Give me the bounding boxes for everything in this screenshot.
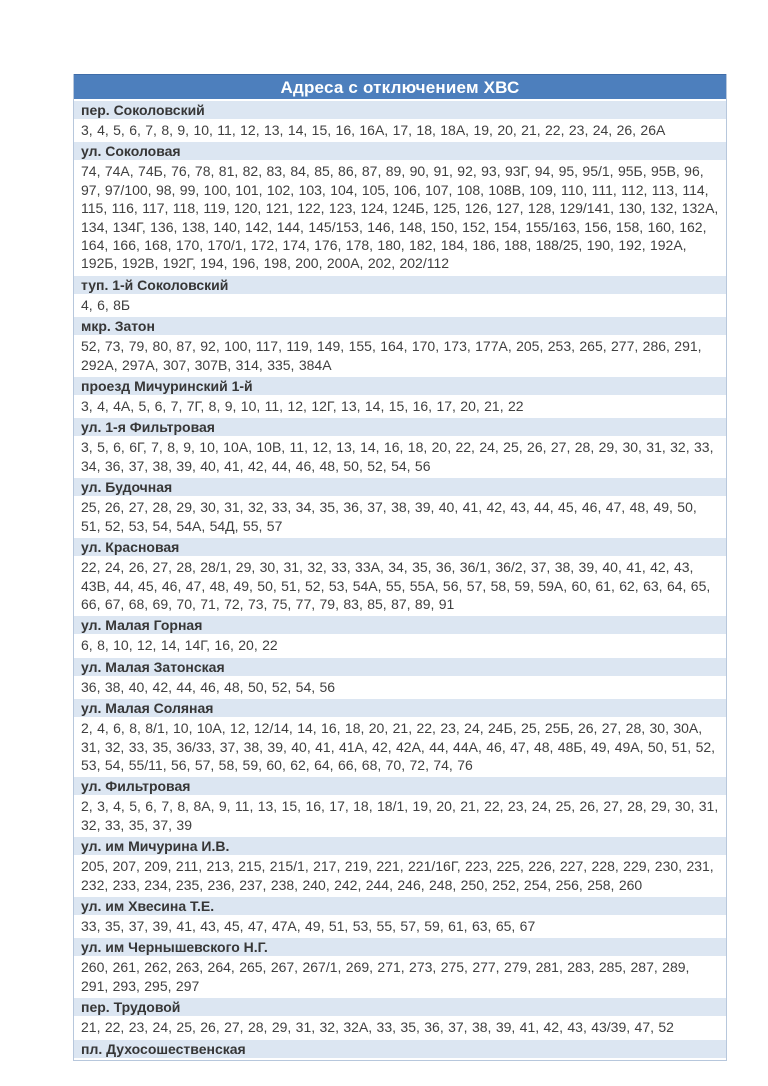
- outage-table: [73, 74, 727, 1061]
- street-name-row: ул. Будочная: [74, 478, 726, 498]
- house-numbers-row: 21, 22, 23, 24, 25, 26, 27, 28, 29, 31, 32, 32А, 33, 35, 36, 37, 38, 39, 41, 42, 43, 43/39, 47, 52: [74, 1018, 726, 1039]
- street-name-row: ул. Фильтровая: [74, 777, 726, 797]
- street-name-row: пл. Духосошественская: [74, 1040, 726, 1060]
- house-numbers-row: 22, 24, 26, 27, 28, 28/1, 29, 30, 31, 32, 33, 33А, 34, 35, 36, 36/1, 36/2, 37, 38, 39, 40, 41, 42, 43, 43В, 44, 45, 46, 47, 48, 49, 50, 51, 52, 53, 54А, 55, 55А, 56, 57, 58, 59, 59А, 60, 61, 62, 63, 64, 65, 66, 67, 68, 69, 70, 71, 72, 73, 75, 77, 79, 83, 85, 87, 89, 91: [74, 558, 726, 616]
- house-numbers-row: 3, 4, 4А, 5, 6, 7, 7Г, 8, 9, 10, 11, 12, 12Г, 13, 14, 15, 16, 17, 20, 21, 22: [74, 397, 726, 418]
- street-name-row: ул. Красновая: [74, 538, 726, 558]
- street-name-row: ул. Малая Соляная: [74, 699, 726, 719]
- street-name-row: ул. 1-я Фильтровая: [74, 418, 726, 438]
- street-name-row: ул. Малая Горная: [74, 616, 726, 636]
- street-name-row: ул. им Мичурина И.В.: [74, 837, 726, 857]
- street-name-row: ул. им Чернышевского Н.Г.: [74, 938, 726, 958]
- table-title: Адреса с отключением ХВС: [74, 74, 726, 101]
- house-numbers-row: 260, 261, 262, 263, 264, 265, 267, 267/1, 269, 271, 273, 275, 277, 279, 281, 283, 285, 287, 289, 291, 293, 295, 297: [74, 958, 726, 998]
- house-numbers-row: 2, 4, 6, 8, 8/1, 10, 10А, 12, 12/14, 14, 16, 18, 20, 21, 22, 23, 24, 24Б, 25, 25Б, 26, 27, 28, 30, 30А, 31, 32, 33, 35, 36/33, 37, 38, 39, 40, 41, 41А, 42, 42А, 44, 44А, 46, 47, 48, 48Б, 49, 49А, 50, 51, 52, 53, 54, 55/11, 56, 57, 58, 59, 60, 62, 64, 66, 68, 70, 72, 74, 76: [74, 719, 726, 777]
- house-numbers-row: 33, 35, 37, 39, 41, 43, 45, 47, 47А, 49, 51, 53, 55, 57, 59, 61, 63, 65, 67: [74, 917, 726, 938]
- house-numbers-row: 36, 38, 40, 42, 44, 46, 48, 50, 52, 54, 56: [74, 678, 726, 699]
- house-numbers-row: 205, 207, 209, 211, 213, 215, 215/1, 217, 219, 221, 221/16Г, 223, 225, 226, 227, 228, 229, 230, 231, 232, 233, 234, 235, 236, 237, 238, 240, 242, 244, 246, 248, 250, 252, 254, 256, 258, 260: [74, 857, 726, 897]
- house-numbers-row: 6, 8, 10, 12, 14, 14Г, 16, 20, 22: [74, 636, 726, 657]
- house-numbers-row: 25, 26, 27, 28, 29, 30, 31, 32, 33, 34, 35, 36, 37, 38, 39, 40, 41, 42, 43, 44, 45, 46, 47, 48, 49, 50, 51, 52, 53, 54, 54А, 54Д, 55, 57: [74, 498, 726, 538]
- street-name-row: пер. Трудовой: [74, 998, 726, 1018]
- table-body: [74, 101, 726, 1060]
- street-name-row: проезд Мичуринский 1-й: [74, 377, 726, 397]
- street-name-row: ул. Малая Затонская: [74, 658, 726, 678]
- street-name-row: ул. им Хвесина Т.Е.: [74, 897, 726, 917]
- house-numbers-row: 2, 3, 4, 5, 6, 7, 8, 8А, 9, 11, 13, 15, 16, 17, 18, 18/1, 19, 20, 21, 22, 23, 24, 25, 26, 27, 28, 29, 30, 31, 32, 33, 35, 37, 39: [74, 797, 726, 837]
- house-numbers-row: 74, 74А, 74Б, 76, 78, 81, 82, 83, 84, 85, 86, 87, 89, 90, 91, 92, 93, 93Г, 94, 95, 95/1, 95Б, 95В, 96, 97, 97/100, 98, 99, 100, 101, 102, 103, 104, 105, 106, 107, 108, 108В, 109, 110, 111, 112, 113, 114, 115, 116, 117, 118, 119, 120, 121, 122, 123, 124, 124Б, 125, 126, 127, 128, 129/141, 130, 132, 132А, 134, 134Г, 136, 138, 140, 142, 144, 145/153, 146, 148, 150, 152, 154, 155/163, 156, 158, 160, 162, 164, 166, 168, 170, 170/1, 172, 174, 176, 178, 180, 182, 184, 186, 188, 188/25, 190, 192, 192А, 192Б, 192В, 192Г, 194, 196, 198, 200, 200А, 202, 202/112: [74, 162, 726, 275]
- house-numbers-row: 4, 6, 8Б: [74, 296, 726, 317]
- street-name-row: туп. 1-й Соколовский: [74, 276, 726, 296]
- street-name-row: ул. Соколовая: [74, 142, 726, 162]
- house-numbers-row: 3, 4, 5, 6, 7, 8, 9, 10, 11, 12, 13, 14, 15, 16, 16А, 17, 18, 18А, 19, 20, 21, 22, 23, 24, 26, 26А: [74, 121, 726, 142]
- house-numbers-row: 3, 5, 6, 6Г, 7, 8, 9, 10, 10А, 10В, 11, 12, 13, 14, 16, 18, 20, 22, 24, 25, 26, 27, 28, 29, 30, 31, 32, 33, 34, 36, 37, 38, 39, 40, 41, 42, 44, 46, 48, 50, 52, 54, 56: [74, 438, 726, 478]
- street-name-row: пер. Соколовский: [74, 101, 726, 121]
- house-numbers-row: 52, 73, 79, 80, 87, 92, 100, 117, 119, 149, 155, 164, 170, 173, 177А, 205, 253, 265, 277, 286, 291, 292А, 297А, 307, 307В, 314, 335, 384А: [74, 337, 726, 377]
- street-name-row: мкр. Затон: [74, 317, 726, 337]
